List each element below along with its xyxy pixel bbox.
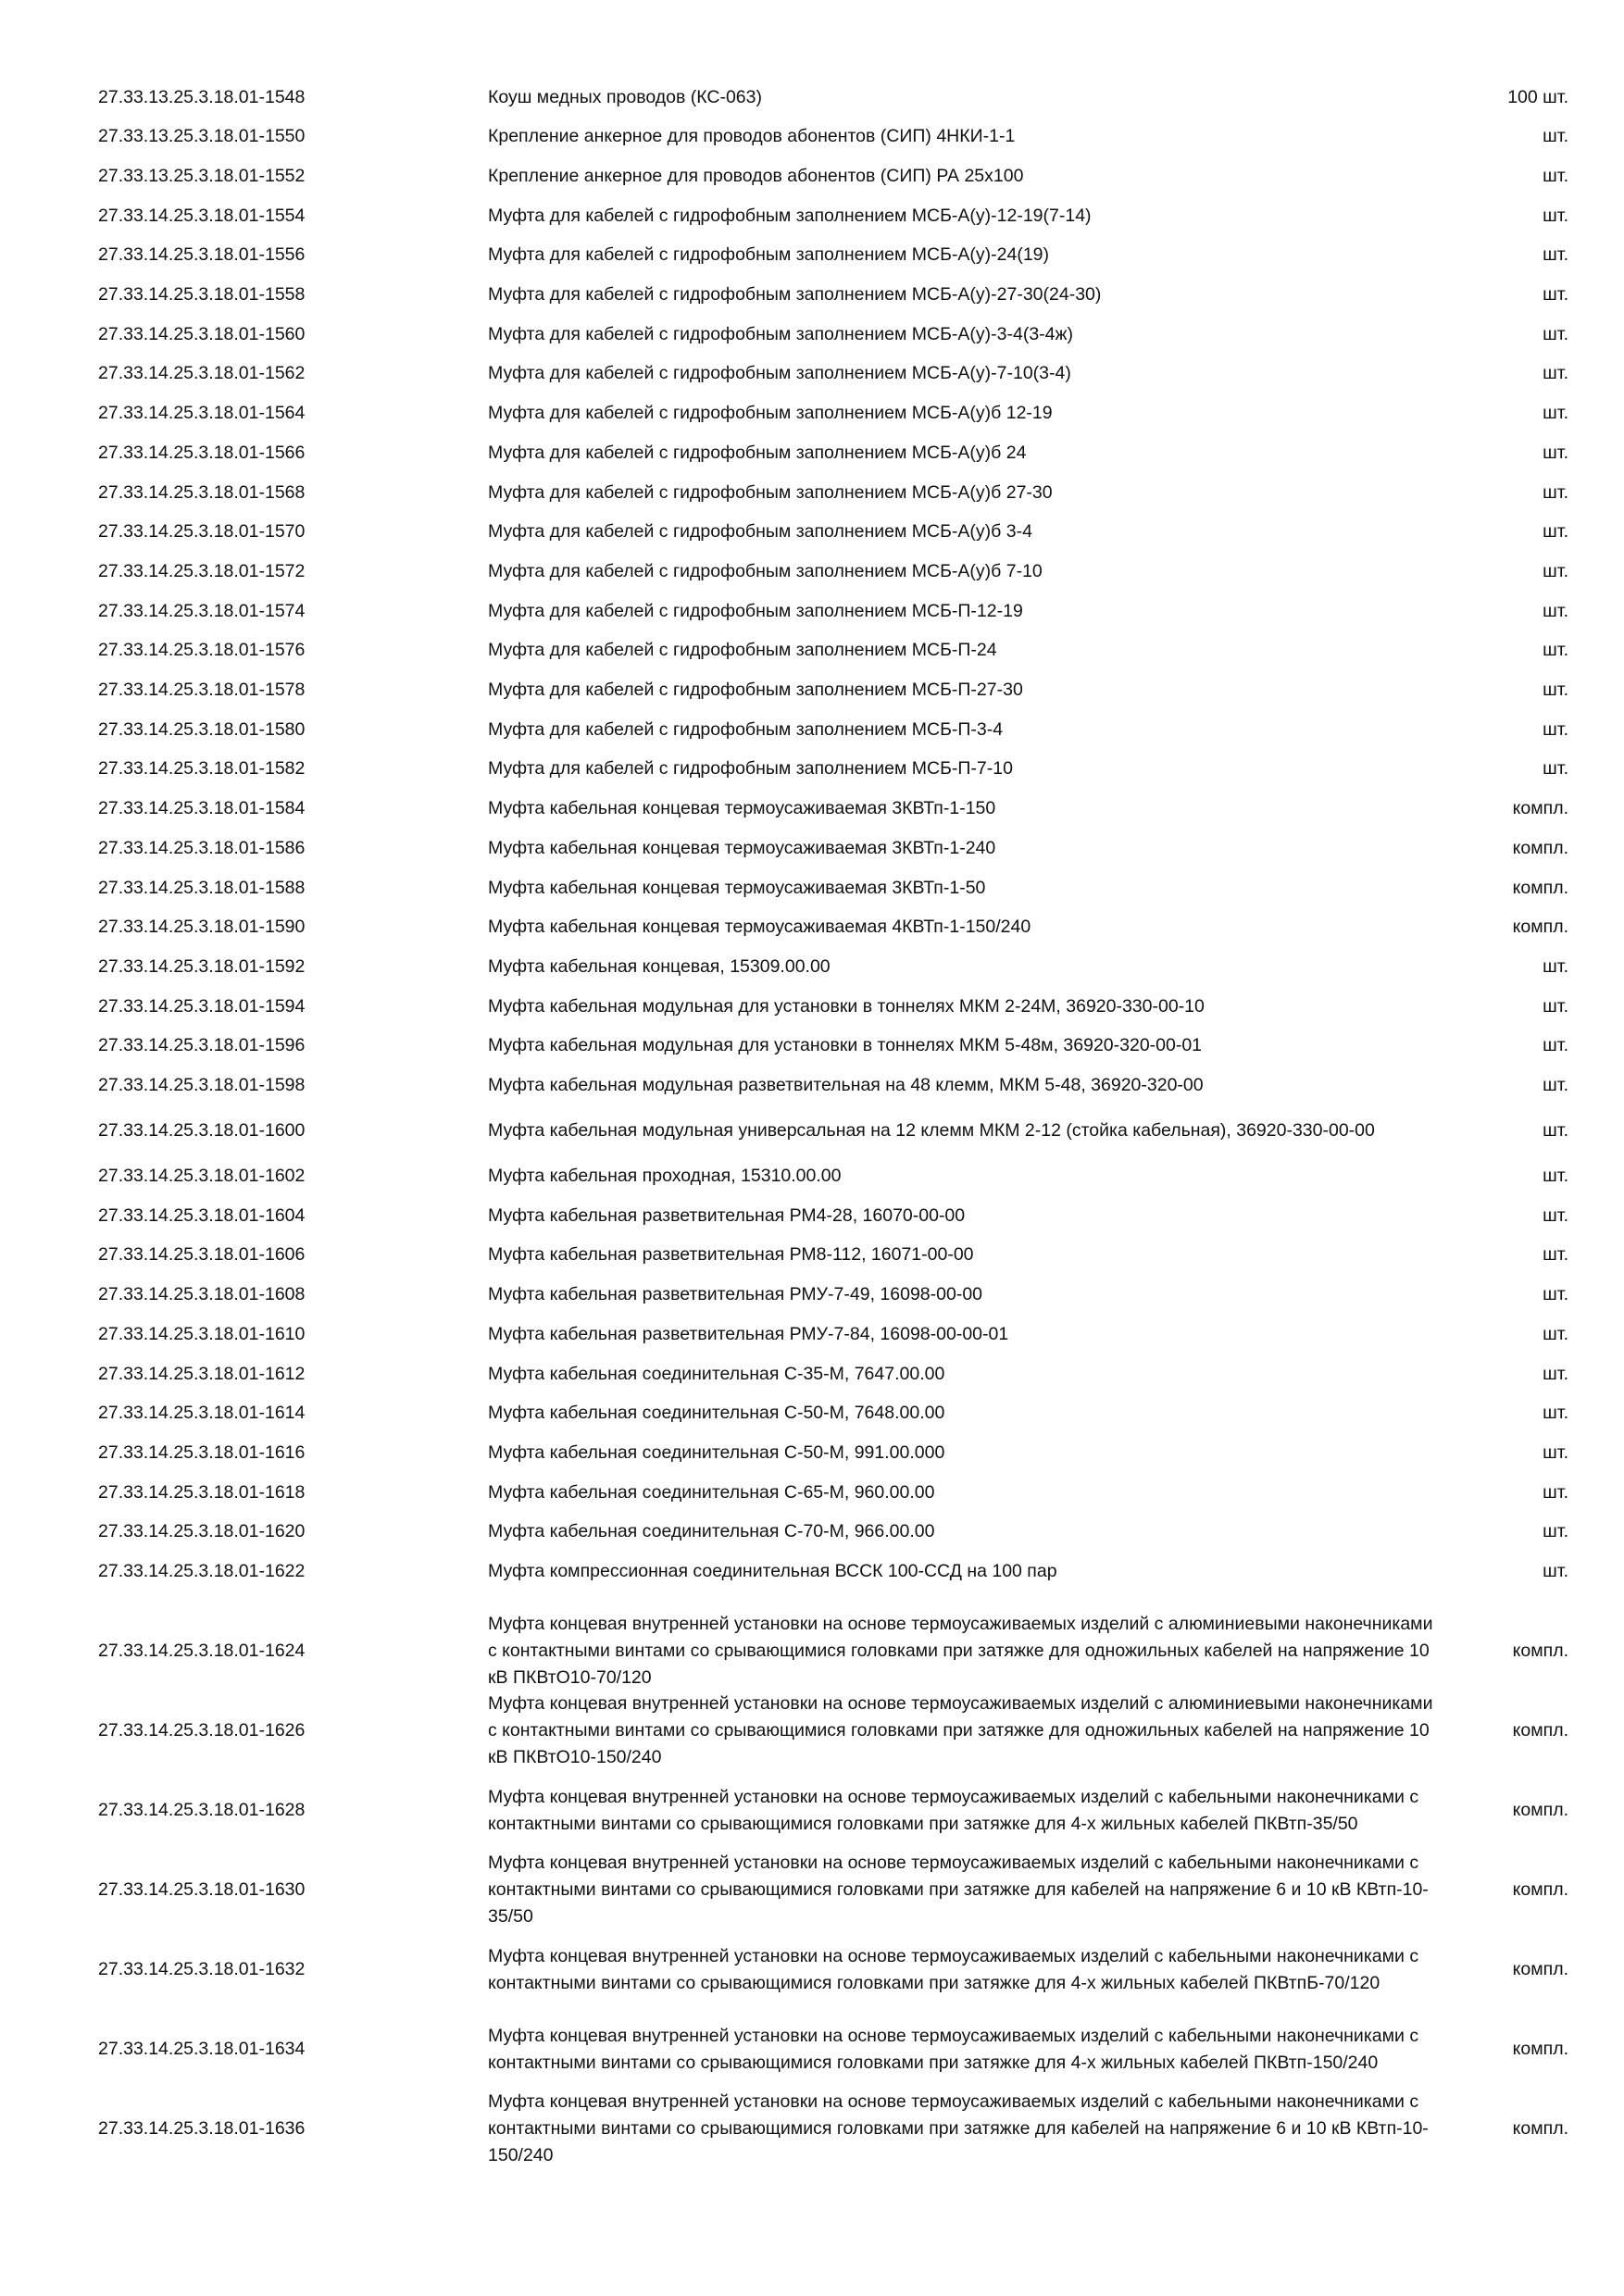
- item-unit: компл.: [1512, 1720, 1568, 1741]
- item-code: 27.33.14.25.3.18.01-1574: [98, 600, 306, 621]
- item-unit: шт.: [1543, 1363, 1568, 1384]
- item-name: Муфта концевая внутренней установки на основе термоусаживаемых изделий с кабельными наконечниками с контактными винтами со срывающимися головками при затяжке для 4-х жильных кабелей ПКВтп-150/240: [488, 2025, 1419, 2073]
- table-row: [0, 1360, 1624, 1388]
- item-unit: шт.: [1543, 165, 1568, 186]
- item-unit: шт.: [1543, 363, 1568, 384]
- item-code: 27.33.14.25.3.18.01-1584: [98, 798, 306, 819]
- item-code: 27.33.14.25.3.18.01-1600: [98, 1120, 306, 1141]
- item-unit: шт.: [1543, 1521, 1568, 1542]
- item-name: Муфта кабельная модульная универсальная на 12 клемм МКМ 2-12 (стойка кабельная), 36920-330-00-00: [488, 1120, 1375, 1141]
- item-code: 27.33.14.25.3.18.01-1556: [98, 244, 306, 266]
- item-code: 27.33.14.25.3.18.01-1614: [98, 1403, 306, 1424]
- item-unit: компл.: [1512, 1879, 1568, 1900]
- item-name: Муфта для кабелей с гидрофобным заполнением МСБ-П-24: [488, 640, 997, 661]
- item-name: Муфта кабельная соединительная С-65-М, 960.00.00: [488, 1481, 935, 1503]
- table-row: [0, 1439, 1624, 1466]
- item-code: 27.33.14.25.3.18.01-1564: [98, 403, 306, 424]
- item-unit: шт.: [1543, 442, 1568, 463]
- item-name: Муфта концевая внутренней установки на основе термоусаживаемых изделий с алюминиевыми наконечниками с контактными винтами со срывающимися головками при затяжке для одножильных кабелей на напряжение 10 кВ ПКВтО10-70/120: [488, 1614, 1433, 1688]
- item-unit: шт.: [1543, 680, 1568, 700]
- item-unit: шт.: [1543, 1120, 1568, 1141]
- table-row: [0, 1163, 1624, 1191]
- table-row: [0, 1032, 1624, 1060]
- item-unit: шт.: [1543, 244, 1568, 266]
- table-row: [0, 914, 1624, 942]
- item-unit: 100 шт.: [1507, 86, 1568, 107]
- table-row: [0, 1320, 1624, 1348]
- table-row: [0, 1929, 1624, 2010]
- item-unit: шт.: [1543, 126, 1568, 147]
- item-name: Муфта кабельная проходная, 15310.00.00: [488, 1166, 842, 1186]
- item-code: 27.33.14.25.3.18.01-1590: [98, 917, 306, 938]
- item-name: Муфта для кабелей с гидрофобным заполнением МСБ-А(у)-7-10(3-4): [488, 363, 1071, 384]
- item-code: 27.33.14.25.3.18.01-1554: [98, 205, 306, 226]
- table-row: [0, 320, 1624, 348]
- item-code: 27.33.14.25.3.18.01-1586: [98, 837, 306, 858]
- item-name: Муфта для кабелей с гидрофобным заполнением МСБ-П-7-10: [488, 758, 1013, 780]
- table-row: [0, 1202, 1624, 1229]
- item-code: 27.33.14.25.3.18.01-1608: [98, 1284, 306, 1305]
- table-row: [0, 1242, 1624, 1269]
- item-code: 27.33.14.25.3.18.01-1558: [98, 284, 306, 305]
- item-name: Муфта концевая внутренней установки на основе термоусаживаемых изделий с кабельными наконечниками с контактными винтами со срывающимися головками при затяжке для кабелей на напряжение 6 и 10 кВ КВтп-10-150/240: [488, 2091, 1429, 2165]
- item-name: Муфта кабельная соединительная С-50-М, 991.00.000: [488, 1441, 945, 1463]
- item-unit: компл.: [1512, 1641, 1568, 1661]
- table-row: [0, 795, 1624, 823]
- item-name: Муфта для кабелей с гидрофобным заполнением МСБ-А(у)-24(19): [488, 244, 1050, 266]
- item-unit: компл.: [1512, 1800, 1568, 1820]
- item-code: 27.33.14.25.3.18.01-1606: [98, 1244, 306, 1266]
- item-unit: шт.: [1543, 323, 1568, 344]
- item-name: Муфта кабельная разветвительная РМУ-7-49, 16098-00-00: [488, 1284, 983, 1305]
- item-code: 27.33.14.25.3.18.01-1582: [98, 758, 306, 780]
- item-unit: шт.: [1543, 1403, 1568, 1424]
- item-name: Муфта кабельная соединительная С-35-М, 7647.00.00: [488, 1363, 945, 1384]
- item-unit: компл.: [1512, 2039, 1568, 2059]
- table-row: [0, 1518, 1624, 1546]
- table-row: [0, 518, 1624, 546]
- item-unit: шт.: [1543, 1441, 1568, 1463]
- item-unit: шт.: [1543, 1244, 1568, 1266]
- item-unit: шт.: [1543, 1284, 1568, 1305]
- item-code: 27.33.14.25.3.18.01-1576: [98, 640, 306, 661]
- item-name: Муфта кабельная разветвительная РМУ-7-84, 16098-00-00-01: [488, 1323, 1009, 1344]
- item-unit: шт.: [1543, 521, 1568, 543]
- item-name: Муфта для кабелей с гидрофобным заполнением МСБ-А(у)б 12-19: [488, 403, 1053, 424]
- item-name: Муфта кабельная модульная разветвительная на 48 клемм, МКМ 5-48, 36920-320-00: [488, 1075, 1204, 1095]
- item-unit: компл.: [1512, 917, 1568, 938]
- item-name: Муфта кабельная модульная для установки в тоннелях МКМ 5-48м, 36920-320-00-01: [488, 1035, 1203, 1056]
- item-name: Крепление анкерное для проводов абонентов (СИП) 4НКИ-1-1: [488, 126, 1016, 147]
- table-row: [0, 1281, 1624, 1309]
- item-name: Крепление анкерное для проводов абонентов (СИП) РА 25х100: [488, 165, 1024, 186]
- item-code: 27.33.14.25.3.18.01-1616: [98, 1441, 306, 1463]
- item-code: 27.33.14.25.3.18.01-1594: [98, 995, 306, 1017]
- item-unit: шт.: [1543, 955, 1568, 977]
- table-row: [0, 953, 1624, 980]
- item-name: Муфта компрессионная соединительная ВССК 100-ССД на 100 пар: [488, 1561, 1057, 1581]
- table-row: [0, 439, 1624, 467]
- item-name: Муфта для кабелей с гидрофобным заполнением МСБ-А(у)б 27-30: [488, 481, 1053, 503]
- item-code: 27.33.14.25.3.18.01-1618: [98, 1481, 306, 1503]
- table-row: [0, 400, 1624, 428]
- item-code: 27.33.14.25.3.18.01-1634: [98, 2039, 306, 2059]
- item-unit: шт.: [1543, 1204, 1568, 1226]
- item-unit: шт.: [1543, 600, 1568, 621]
- table-row: [0, 992, 1624, 1020]
- item-name: Муфта для кабелей с гидрофобным заполнением МСБ-А(у)б 24: [488, 442, 1027, 463]
- table-row: [0, 1072, 1624, 1100]
- item-unit: шт.: [1543, 403, 1568, 424]
- item-unit: шт.: [1543, 995, 1568, 1017]
- item-code: 27.33.14.25.3.18.01-1598: [98, 1075, 306, 1095]
- item-unit: шт.: [1543, 284, 1568, 305]
- item-name: Муфта для кабелей с гидрофобным заполнением МСБ-П-12-19: [488, 600, 1023, 621]
- item-code: 27.33.14.25.3.18.01-1566: [98, 442, 306, 463]
- table-row: [0, 83, 1624, 111]
- item-name: Муфта кабельная разветвительная РМ4-28, 16070-00-00: [488, 1204, 966, 1226]
- item-unit: шт.: [1543, 1075, 1568, 1095]
- table-row: [0, 677, 1624, 705]
- item-name: Муфта для кабелей с гидрофобным заполнением МСБ-П-3-4: [488, 718, 1004, 740]
- table-row: [0, 360, 1624, 388]
- table-row: [0, 597, 1624, 625]
- item-name: Муфта кабельная концевая термоусаживаемая 3КВТп-1-50: [488, 877, 986, 898]
- item-unit: шт.: [1543, 560, 1568, 581]
- item-code: 27.33.14.25.3.18.01-1636: [98, 2118, 306, 2139]
- item-code: 27.33.14.25.3.18.01-1568: [98, 481, 306, 503]
- item-unit: шт.: [1543, 481, 1568, 503]
- item-code: 27.33.14.25.3.18.01-1562: [98, 363, 306, 384]
- item-unit: шт.: [1543, 1561, 1568, 1581]
- table-row: [0, 1850, 1624, 1930]
- item-code: 27.33.14.25.3.18.01-1570: [98, 521, 306, 543]
- table-row: [0, 202, 1624, 230]
- table-row: [0, 2009, 1624, 2090]
- table-row: [0, 2089, 1624, 2169]
- item-name: Муфта кабельная концевая термоусаживаемая 4КВТп-1-150/240: [488, 917, 1031, 938]
- table-row: [0, 1770, 1624, 1851]
- table-row: [0, 557, 1624, 585]
- item-unit: шт.: [1543, 640, 1568, 661]
- item-unit: компл.: [1512, 2118, 1568, 2139]
- item-name: Муфта для кабелей с гидрофобным заполнением МСБ-А(у)б 3-4: [488, 521, 1032, 543]
- item-code: 27.33.14.25.3.18.01-1620: [98, 1521, 306, 1542]
- item-code: 27.33.14.25.3.18.01-1588: [98, 877, 306, 898]
- item-code: 27.33.14.25.3.18.01-1580: [98, 718, 306, 740]
- table-row: [0, 1104, 1624, 1158]
- item-name: Муфта кабельная концевая термоусаживаемая 3КВТп-1-240: [488, 837, 996, 858]
- item-code: 27.33.14.25.3.18.01-1626: [98, 1720, 306, 1741]
- item-unit: шт.: [1543, 205, 1568, 226]
- item-name: Муфта для кабелей с гидрофобным заполнением МСБ-А(у)-12-19(7-14): [488, 205, 1092, 226]
- item-name: Муфта концевая внутренней установки на основе термоусаживаемых изделий с кабельными наконечниками с контактными винтами со срывающимися головками при затяжке для кабелей на напряжение 6 и 10 кВ КВтп-10-35/50: [488, 1853, 1429, 1927]
- item-code: 27.33.14.25.3.18.01-1630: [98, 1879, 306, 1900]
- item-name: Муфта для кабелей с гидрофобным заполнением МСБ-А(у)-27-30(24-30): [488, 284, 1102, 305]
- item-code: 27.33.14.25.3.18.01-1624: [98, 1641, 306, 1661]
- item-name: Муфта кабельная концевая термоусаживаемая 3КВТп-1-150: [488, 798, 996, 819]
- item-name: Муфта кабельная соединительная С-70-М, 966.00.00: [488, 1521, 935, 1542]
- table-row: [0, 755, 1624, 783]
- item-name: Муфта для кабелей с гидрофобным заполнением МСБ-А(у)-3-4(3-4ж): [488, 323, 1074, 344]
- item-unit: компл.: [1512, 798, 1568, 819]
- item-code: 27.33.14.25.3.18.01-1572: [98, 560, 306, 581]
- item-name: Муфта кабельная концевая, 15309.00.00: [488, 955, 831, 977]
- table-row: [0, 162, 1624, 190]
- item-name: Коуш медных проводов (КС-063): [488, 86, 762, 107]
- table-row: [0, 1558, 1624, 1586]
- item-name: Муфта концевая внутренней установки на основе термоусаживаемых изделий с алюминиевыми наконечниками с контактными винтами со срывающимися головками при затяжке для одножильных кабелей на напряжение 10 кВ ПКВтО10-150/240: [488, 1693, 1433, 1767]
- table-row: [0, 834, 1624, 862]
- table-row: [0, 1400, 1624, 1428]
- item-name: Муфта кабельная разветвительная РМ8-112, 16071-00-00: [488, 1244, 974, 1266]
- table-row: [0, 1691, 1624, 1771]
- item-code: 27.33.14.25.3.18.01-1604: [98, 1204, 306, 1226]
- item-code: 27.33.14.25.3.18.01-1560: [98, 323, 306, 344]
- item-name: Муфта для кабелей с гидрофобным заполнением МСБ-А(у)б 7-10: [488, 560, 1043, 581]
- item-unit: шт.: [1543, 1166, 1568, 1186]
- item-unit: компл.: [1512, 1959, 1568, 1979]
- item-code: 27.33.13.25.3.18.01-1550: [98, 126, 306, 147]
- table-row: [0, 281, 1624, 309]
- item-code: 27.33.14.25.3.18.01-1596: [98, 1035, 306, 1056]
- item-unit: шт.: [1543, 758, 1568, 780]
- table-row: [0, 1479, 1624, 1506]
- item-code: 27.33.13.25.3.18.01-1548: [98, 86, 306, 107]
- table-row: [0, 479, 1624, 506]
- item-code: 27.33.13.25.3.18.01-1552: [98, 165, 306, 186]
- item-code: 27.33.14.25.3.18.01-1592: [98, 955, 306, 977]
- item-name: Муфта для кабелей с гидрофобным заполнением МСБ-П-27-30: [488, 680, 1023, 700]
- table-row: [0, 874, 1624, 902]
- item-code: 27.33.14.25.3.18.01-1628: [98, 1800, 306, 1820]
- item-code: 27.33.14.25.3.18.01-1578: [98, 680, 306, 700]
- item-name: Муфта концевая внутренней установки на основе термоусаживаемых изделий с кабельными наконечниками с контактными винтами со срывающимися головками при затяжке для 4-х жильных кабелей ПКВтп-35/50: [488, 1786, 1419, 1834]
- item-unit: компл.: [1512, 837, 1568, 858]
- item-unit: шт.: [1543, 718, 1568, 740]
- item-code: 27.33.14.25.3.18.01-1632: [98, 1959, 306, 1979]
- table-row: [0, 637, 1624, 665]
- item-name: Муфта кабельная модульная для установки в тоннелях МКМ 2-24М, 36920-330-00-10: [488, 995, 1205, 1017]
- item-code: 27.33.14.25.3.18.01-1602: [98, 1166, 306, 1186]
- item-name: Муфта кабельная соединительная С-50-М, 7648.00.00: [488, 1403, 945, 1424]
- item-code: 27.33.14.25.3.18.01-1622: [98, 1561, 306, 1581]
- table-row: [0, 123, 1624, 151]
- table-row: [0, 242, 1624, 269]
- item-code: 27.33.14.25.3.18.01-1610: [98, 1323, 306, 1344]
- item-unit: шт.: [1543, 1035, 1568, 1056]
- table-row: [0, 716, 1624, 743]
- item-unit: шт.: [1543, 1323, 1568, 1344]
- item-unit: компл.: [1512, 877, 1568, 898]
- item-code: 27.33.14.25.3.18.01-1612: [98, 1363, 306, 1384]
- item-name: Муфта концевая внутренней установки на основе термоусаживаемых изделий с кабельными наконечниками с контактными винтами со срывающимися головками при затяжке для 4-х жильных кабелей ПКВтпБ-70/120: [488, 1945, 1419, 1993]
- table-row: [0, 1611, 1624, 1691]
- item-unit: шт.: [1543, 1481, 1568, 1503]
